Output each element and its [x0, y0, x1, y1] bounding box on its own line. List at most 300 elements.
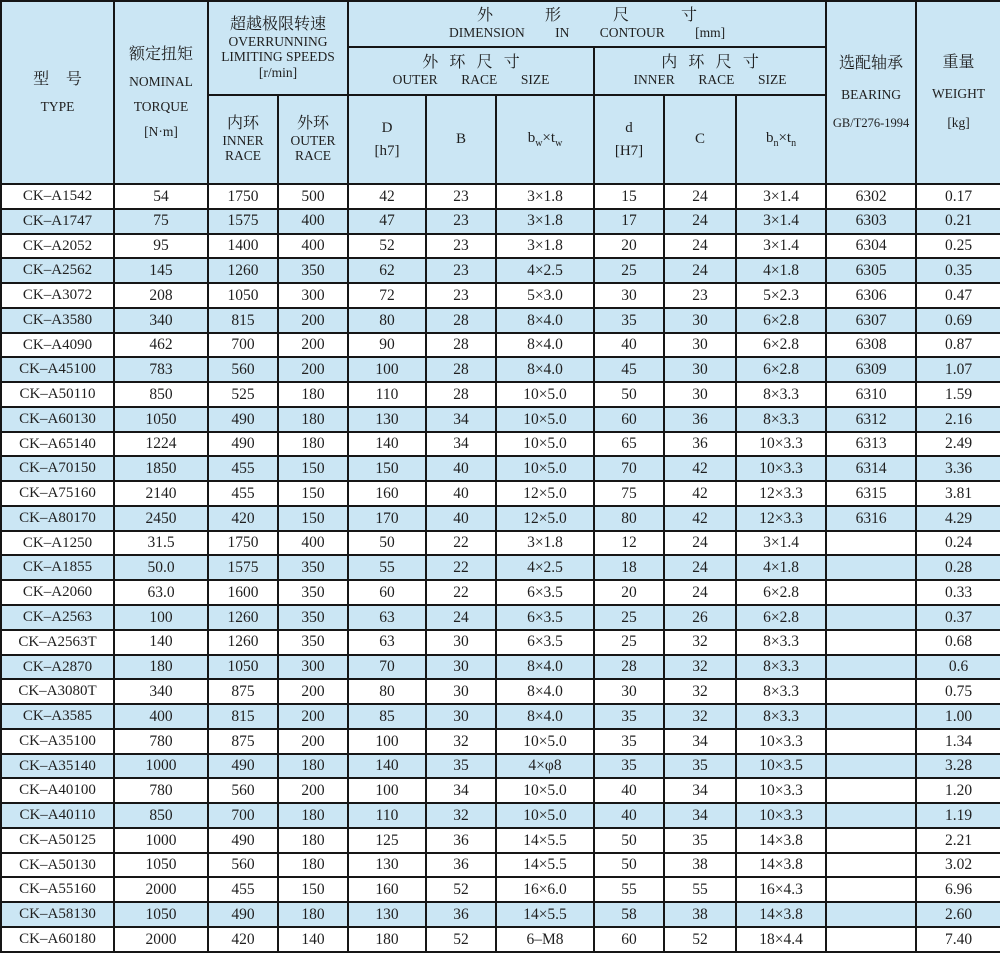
- cell-d: 25: [594, 605, 664, 630]
- cell-outer-speed: 200: [278, 333, 348, 358]
- cell-B: 36: [426, 902, 496, 927]
- cell-torque: 50.0: [114, 555, 208, 580]
- cell-type: CK–A40100: [1, 778, 114, 803]
- cell-weight: 3.28: [916, 754, 1000, 779]
- cell-B: 30: [426, 655, 496, 680]
- cell-B: 23: [426, 184, 496, 209]
- table-row: [1, 605, 1000, 630]
- table-row: [1, 258, 1000, 283]
- cell-bn-tn: 12×3.3: [736, 481, 826, 506]
- cell-torque: 180: [114, 655, 208, 680]
- cell-bn-tn: 8×3.3: [736, 382, 826, 407]
- cell-inner-speed: 875: [208, 679, 278, 704]
- cell-type: CK–A45100: [1, 357, 114, 382]
- cell-inner-speed: 420: [208, 927, 278, 952]
- cell-bw-tw: 12×5.0: [496, 506, 594, 531]
- table-row: [1, 209, 1000, 234]
- cell-type: CK–A1747: [1, 209, 114, 234]
- cell-bn-tn: 16×4.3: [736, 877, 826, 902]
- cell-bn-tn: 6×2.8: [736, 357, 826, 382]
- cell-bearing: [826, 902, 916, 927]
- table-row: [1, 357, 1000, 382]
- cell-C: 34: [664, 729, 736, 754]
- cell-bearing: [826, 927, 916, 952]
- cell-C: 36: [664, 407, 736, 432]
- bn-tn-header-symbol: $b_n\times t_n$: [765, 129, 797, 149]
- cell-d: 25: [594, 630, 664, 655]
- col-group-dimension: [348, 1, 826, 47]
- cell-inner-speed: 455: [208, 456, 278, 481]
- cell-D: 50: [348, 531, 426, 556]
- cell-B: 28: [426, 357, 496, 382]
- bw-tw-header-symbol: $b_w\times t_w$: [527, 129, 563, 149]
- cell-weight: 1.59: [916, 382, 1000, 407]
- cell-bw-tw: 5×3.0: [496, 283, 594, 308]
- cell-bn-tn: 10×3.3: [736, 456, 826, 481]
- cell-outer-speed: 150: [278, 456, 348, 481]
- cell-torque: 145: [114, 258, 208, 283]
- table-row: [1, 432, 1000, 457]
- cell-torque: 140: [114, 630, 208, 655]
- cell-B: 23: [426, 234, 496, 259]
- table-header: [1, 1, 1000, 184]
- cell-bw-tw: 6×3.5: [496, 580, 594, 605]
- type-header-en: TYPE: [40, 98, 75, 114]
- col-header-type: [1, 1, 114, 184]
- cell-weight: 0.35: [916, 258, 1000, 283]
- cell-bn-tn: 10×3.3: [736, 778, 826, 803]
- cell-D: 60: [348, 580, 426, 605]
- cell-D: 100: [348, 778, 426, 803]
- cell-d: 35: [594, 754, 664, 779]
- cell-d: 30: [594, 679, 664, 704]
- cell-outer-speed: 180: [278, 432, 348, 457]
- table-row: [1, 407, 1000, 432]
- cell-weight: 3.36: [916, 456, 1000, 481]
- col-header-torque: [114, 1, 208, 184]
- table-row: [1, 234, 1000, 259]
- cell-bearing: 6316: [826, 506, 916, 531]
- cell-B: 52: [426, 927, 496, 952]
- cell-weight: 0.28: [916, 555, 1000, 580]
- cell-type: CK–A60180: [1, 927, 114, 952]
- cell-type: CK–A2870: [1, 655, 114, 680]
- cell-weight: 2.60: [916, 902, 1000, 927]
- cell-bn-tn: 8×3.3: [736, 630, 826, 655]
- cell-D: 110: [348, 382, 426, 407]
- cell-torque: 1224: [114, 432, 208, 457]
- bearing-header-standard: GB/T276-1994: [832, 116, 910, 130]
- cell-bn-tn: 10×3.3: [736, 432, 826, 457]
- cell-D: 80: [348, 679, 426, 704]
- cell-C: 38: [664, 902, 736, 927]
- speeds-header-zh: 超越极限转速: [229, 16, 326, 34]
- cell-bw-tw: 3×1.8: [496, 209, 594, 234]
- bearing-header-zh: 选配轴承: [839, 54, 904, 72]
- outer-speed-header-en1: OUTER: [290, 133, 336, 149]
- cell-torque: 340: [114, 308, 208, 333]
- cell-outer-speed: 200: [278, 357, 348, 382]
- cell-D: 160: [348, 877, 426, 902]
- cell-d: 20: [594, 580, 664, 605]
- cell-inner-speed: 490: [208, 754, 278, 779]
- cell-bearing: [826, 754, 916, 779]
- cell-weight: 0.69: [916, 308, 1000, 333]
- cell-B: 23: [426, 209, 496, 234]
- cell-bw-tw: 6–M8: [496, 927, 594, 952]
- cell-outer-speed: 200: [278, 679, 348, 704]
- cell-torque: 2000: [114, 927, 208, 952]
- cell-bearing: [826, 580, 916, 605]
- cell-weight: 1.00: [916, 704, 1000, 729]
- cell-d: 45: [594, 357, 664, 382]
- torque-header-en1: NOMINAL: [129, 73, 193, 89]
- cell-torque: 1050: [114, 407, 208, 432]
- cell-D: 85: [348, 704, 426, 729]
- cell-type: CK–A2563: [1, 605, 114, 630]
- cell-B: 30: [426, 704, 496, 729]
- cell-B: 40: [426, 481, 496, 506]
- cell-bn-tn: 18×4.4: [736, 927, 826, 952]
- cell-torque: 95: [114, 234, 208, 259]
- cell-inner-speed: 1600: [208, 580, 278, 605]
- cell-d: 35: [594, 729, 664, 754]
- cell-bearing: [826, 803, 916, 828]
- cell-d: 40: [594, 778, 664, 803]
- cell-type: CK–A40110: [1, 803, 114, 828]
- cell-torque: 2450: [114, 506, 208, 531]
- col-header-inner-speed: [208, 95, 278, 184]
- cell-bearing: 6309: [826, 357, 916, 382]
- cell-type: CK–A4090: [1, 333, 114, 358]
- cell-bn-tn: 6×2.8: [736, 333, 826, 358]
- cell-D: 100: [348, 357, 426, 382]
- cell-D: 47: [348, 209, 426, 234]
- cell-d: 75: [594, 481, 664, 506]
- cell-type: CK–A50110: [1, 382, 114, 407]
- cell-type: CK–A3585: [1, 704, 114, 729]
- cell-C: 32: [664, 655, 736, 680]
- cell-bearing: [826, 679, 916, 704]
- cell-d: 50: [594, 853, 664, 878]
- table-row: [1, 555, 1000, 580]
- cell-bn-tn: 8×3.3: [736, 704, 826, 729]
- dimension-header-en: DIMENSION IN CONTOUR [mm]: [448, 25, 726, 41]
- weight-header-unit: [kg]: [947, 115, 970, 131]
- cell-outer-speed: 180: [278, 382, 348, 407]
- cell-bw-tw: 16×6.0: [496, 877, 594, 902]
- cell-bearing: 6312: [826, 407, 916, 432]
- cell-bn-tn: 3×1.4: [736, 209, 826, 234]
- cell-type: CK–A60130: [1, 407, 114, 432]
- cell-B: 30: [426, 679, 496, 704]
- cell-bw-tw: 3×1.8: [496, 184, 594, 209]
- inner-speed-header-en2: RACE: [224, 148, 261, 164]
- cell-bw-tw: 4×φ8: [496, 754, 594, 779]
- cell-bn-tn: 4×1.8: [736, 258, 826, 283]
- cell-type: CK–A65140: [1, 432, 114, 457]
- cell-bn-tn: 14×3.8: [736, 902, 826, 927]
- col-group-inner-race-size: [594, 47, 826, 95]
- cell-d: 15: [594, 184, 664, 209]
- cell-torque: 100: [114, 605, 208, 630]
- cell-D: 130: [348, 853, 426, 878]
- cell-inner-speed: 1400: [208, 234, 278, 259]
- d-header-symbol: d: [625, 119, 633, 136]
- cell-D: 62: [348, 258, 426, 283]
- table-row: [1, 927, 1000, 952]
- cell-bearing: [826, 704, 916, 729]
- cell-outer-speed: 180: [278, 803, 348, 828]
- cell-C: 35: [664, 754, 736, 779]
- D-header-tolerance: [h7]: [374, 142, 400, 159]
- cell-B: 40: [426, 456, 496, 481]
- cell-weight: 0.21: [916, 209, 1000, 234]
- table-row: [1, 506, 1000, 531]
- cell-weight: 0.33: [916, 580, 1000, 605]
- table-row: [1, 704, 1000, 729]
- cell-type: CK–A50125: [1, 828, 114, 853]
- table-row: [1, 902, 1000, 927]
- cell-weight: 4.29: [916, 506, 1000, 531]
- cell-d: 60: [594, 927, 664, 952]
- inner-size-header-zh: 内 环 尺 寸: [661, 54, 759, 72]
- cell-outer-speed: 200: [278, 308, 348, 333]
- cell-D: 63: [348, 630, 426, 655]
- cell-torque: 850: [114, 382, 208, 407]
- cell-outer-speed: 200: [278, 729, 348, 754]
- cell-D: 140: [348, 754, 426, 779]
- cell-outer-speed: 140: [278, 927, 348, 952]
- cell-bn-tn: 8×3.3: [736, 655, 826, 680]
- table-row: [1, 580, 1000, 605]
- cell-outer-speed: 350: [278, 258, 348, 283]
- cell-outer-speed: 300: [278, 283, 348, 308]
- cell-torque: 850: [114, 803, 208, 828]
- cell-outer-speed: 400: [278, 531, 348, 556]
- cell-bw-tw: 8×4.0: [496, 679, 594, 704]
- cell-inner-speed: 700: [208, 803, 278, 828]
- cell-bearing: 6302: [826, 184, 916, 209]
- table-row: [1, 283, 1000, 308]
- cell-bearing: 6306: [826, 283, 916, 308]
- cell-bw-tw: 6×3.5: [496, 630, 594, 655]
- d-header-tolerance: [H7]: [614, 142, 644, 159]
- cell-bn-tn: 10×3.3: [736, 803, 826, 828]
- cell-d: 35: [594, 704, 664, 729]
- type-header-zh: 型 号: [33, 70, 82, 88]
- cell-bw-tw: 10×5.0: [496, 432, 594, 457]
- cell-bn-tn: 6×2.8: [736, 580, 826, 605]
- cell-inner-speed: 455: [208, 481, 278, 506]
- cell-bw-tw: 10×5.0: [496, 456, 594, 481]
- cell-bn-tn: 12×3.3: [736, 506, 826, 531]
- cell-d: 80: [594, 506, 664, 531]
- cell-weight: 7.40: [916, 927, 1000, 952]
- cell-torque: 54: [114, 184, 208, 209]
- cell-outer-speed: 180: [278, 902, 348, 927]
- table-row: [1, 853, 1000, 878]
- cell-d: 40: [594, 803, 664, 828]
- cell-bearing: [826, 655, 916, 680]
- cell-C: 24: [664, 580, 736, 605]
- cell-inner-speed: 490: [208, 432, 278, 457]
- cell-d: 35: [594, 308, 664, 333]
- cell-bearing: [826, 630, 916, 655]
- outer-speed-header-en2: RACE: [294, 148, 331, 164]
- cell-weight: 2.49: [916, 432, 1000, 457]
- cell-torque: 780: [114, 778, 208, 803]
- weight-header-zh: 重量: [942, 54, 975, 72]
- cell-C: 36: [664, 432, 736, 457]
- cell-inner-speed: 700: [208, 333, 278, 358]
- cell-bw-tw: 3×1.8: [496, 234, 594, 259]
- cell-outer-speed: 180: [278, 853, 348, 878]
- cell-bw-tw: 12×5.0: [496, 481, 594, 506]
- table-row: [1, 729, 1000, 754]
- cell-bw-tw: 14×5.5: [496, 853, 594, 878]
- cell-outer-speed: 200: [278, 778, 348, 803]
- cell-D: 180: [348, 927, 426, 952]
- cell-D: 125: [348, 828, 426, 853]
- cell-outer-speed: 350: [278, 605, 348, 630]
- cell-d: 28: [594, 655, 664, 680]
- cell-torque: 340: [114, 679, 208, 704]
- cell-bn-tn: 14×3.8: [736, 853, 826, 878]
- torque-header-zh: 额定扭矩: [128, 45, 193, 63]
- cell-inner-speed: 1050: [208, 655, 278, 680]
- cell-C: 32: [664, 704, 736, 729]
- col-header-d: [594, 95, 664, 184]
- cell-weight: 0.25: [916, 234, 1000, 259]
- table-row: [1, 828, 1000, 853]
- col-header-weight: [916, 1, 1000, 184]
- cell-outer-speed: 180: [278, 407, 348, 432]
- cell-bearing: 6308: [826, 333, 916, 358]
- cell-torque: 2000: [114, 877, 208, 902]
- cell-weight: 1.34: [916, 729, 1000, 754]
- cell-B: 22: [426, 555, 496, 580]
- cell-bn-tn: 4×1.8: [736, 555, 826, 580]
- table-row: [1, 456, 1000, 481]
- cell-bn-tn: 5×2.3: [736, 283, 826, 308]
- cell-D: 52: [348, 234, 426, 259]
- cell-weight: 3.02: [916, 853, 1000, 878]
- cell-torque: 1050: [114, 902, 208, 927]
- cell-D: 170: [348, 506, 426, 531]
- D-header-symbol: D: [381, 119, 393, 136]
- cell-B: 52: [426, 877, 496, 902]
- cell-d: 18: [594, 555, 664, 580]
- cell-weight: 2.21: [916, 828, 1000, 853]
- cell-C: 24: [664, 531, 736, 556]
- cell-bearing: 6307: [826, 308, 916, 333]
- cell-D: 70: [348, 655, 426, 680]
- cell-C: 35: [664, 828, 736, 853]
- cell-bw-tw: 10×5.0: [496, 803, 594, 828]
- table-row: [1, 382, 1000, 407]
- cell-type: CK–A70150: [1, 456, 114, 481]
- cell-bearing: 6314: [826, 456, 916, 481]
- table-row: [1, 184, 1000, 209]
- cell-d: 12: [594, 531, 664, 556]
- cell-weight: 1.19: [916, 803, 1000, 828]
- cell-C: 23: [664, 283, 736, 308]
- col-header-B: [426, 95, 496, 184]
- cell-B: 36: [426, 853, 496, 878]
- cell-weight: 0.68: [916, 630, 1000, 655]
- table-row: [1, 531, 1000, 556]
- cell-C: 24: [664, 258, 736, 283]
- cell-bn-tn: 8×3.3: [736, 407, 826, 432]
- cell-d: 50: [594, 382, 664, 407]
- cell-weight: 0.47: [916, 283, 1000, 308]
- cell-bearing: [826, 778, 916, 803]
- cell-C: 34: [664, 778, 736, 803]
- cell-bn-tn: 8×3.3: [736, 679, 826, 704]
- cell-bw-tw: 14×5.5: [496, 902, 594, 927]
- cell-d: 60: [594, 407, 664, 432]
- cell-D: 72: [348, 283, 426, 308]
- cell-outer-speed: 500: [278, 184, 348, 209]
- cell-d: 30: [594, 283, 664, 308]
- cell-type: CK–A2562: [1, 258, 114, 283]
- cell-outer-speed: 400: [278, 209, 348, 234]
- cell-D: 110: [348, 803, 426, 828]
- cell-bw-tw: 8×4.0: [496, 704, 594, 729]
- cell-torque: 31.5: [114, 531, 208, 556]
- cell-inner-speed: 490: [208, 828, 278, 853]
- table-row: [1, 778, 1000, 803]
- cell-C: 30: [664, 357, 736, 382]
- cell-type: CK–A75160: [1, 481, 114, 506]
- weight-header-en: WEIGHT: [931, 86, 986, 102]
- cell-type: CK–A2563T: [1, 630, 114, 655]
- cell-weight: 0.6: [916, 655, 1000, 680]
- cell-inner-speed: 490: [208, 407, 278, 432]
- cell-D: 130: [348, 902, 426, 927]
- cell-bw-tw: 8×4.0: [496, 308, 594, 333]
- cell-bearing: 6315: [826, 481, 916, 506]
- cell-C: 38: [664, 853, 736, 878]
- cell-outer-speed: 350: [278, 580, 348, 605]
- col-group-outer-race-size: [348, 47, 594, 95]
- cell-d: 70: [594, 456, 664, 481]
- col-header-C: [664, 95, 736, 184]
- cell-C: 32: [664, 630, 736, 655]
- cell-type: CK–A3580: [1, 308, 114, 333]
- cell-inner-speed: 1260: [208, 258, 278, 283]
- C-header-symbol: C: [694, 131, 705, 148]
- cell-D: 55: [348, 555, 426, 580]
- cell-B: 34: [426, 432, 496, 457]
- cell-weight: 0.17: [916, 184, 1000, 209]
- cell-B: 34: [426, 778, 496, 803]
- speeds-header-unit: [r/min]: [258, 64, 298, 80]
- cell-outer-speed: 150: [278, 877, 348, 902]
- cell-torque: 2140: [114, 481, 208, 506]
- cell-D: 130: [348, 407, 426, 432]
- table-row: [1, 877, 1000, 902]
- cell-weight: 3.81: [916, 481, 1000, 506]
- cell-bn-tn: 3×1.4: [736, 531, 826, 556]
- cell-type: CK–A2052: [1, 234, 114, 259]
- cell-D: 100: [348, 729, 426, 754]
- cell-bearing: 6305: [826, 258, 916, 283]
- cell-d: 20: [594, 234, 664, 259]
- inner-speed-header-en1: INNER: [222, 133, 264, 149]
- cell-bearing: [826, 531, 916, 556]
